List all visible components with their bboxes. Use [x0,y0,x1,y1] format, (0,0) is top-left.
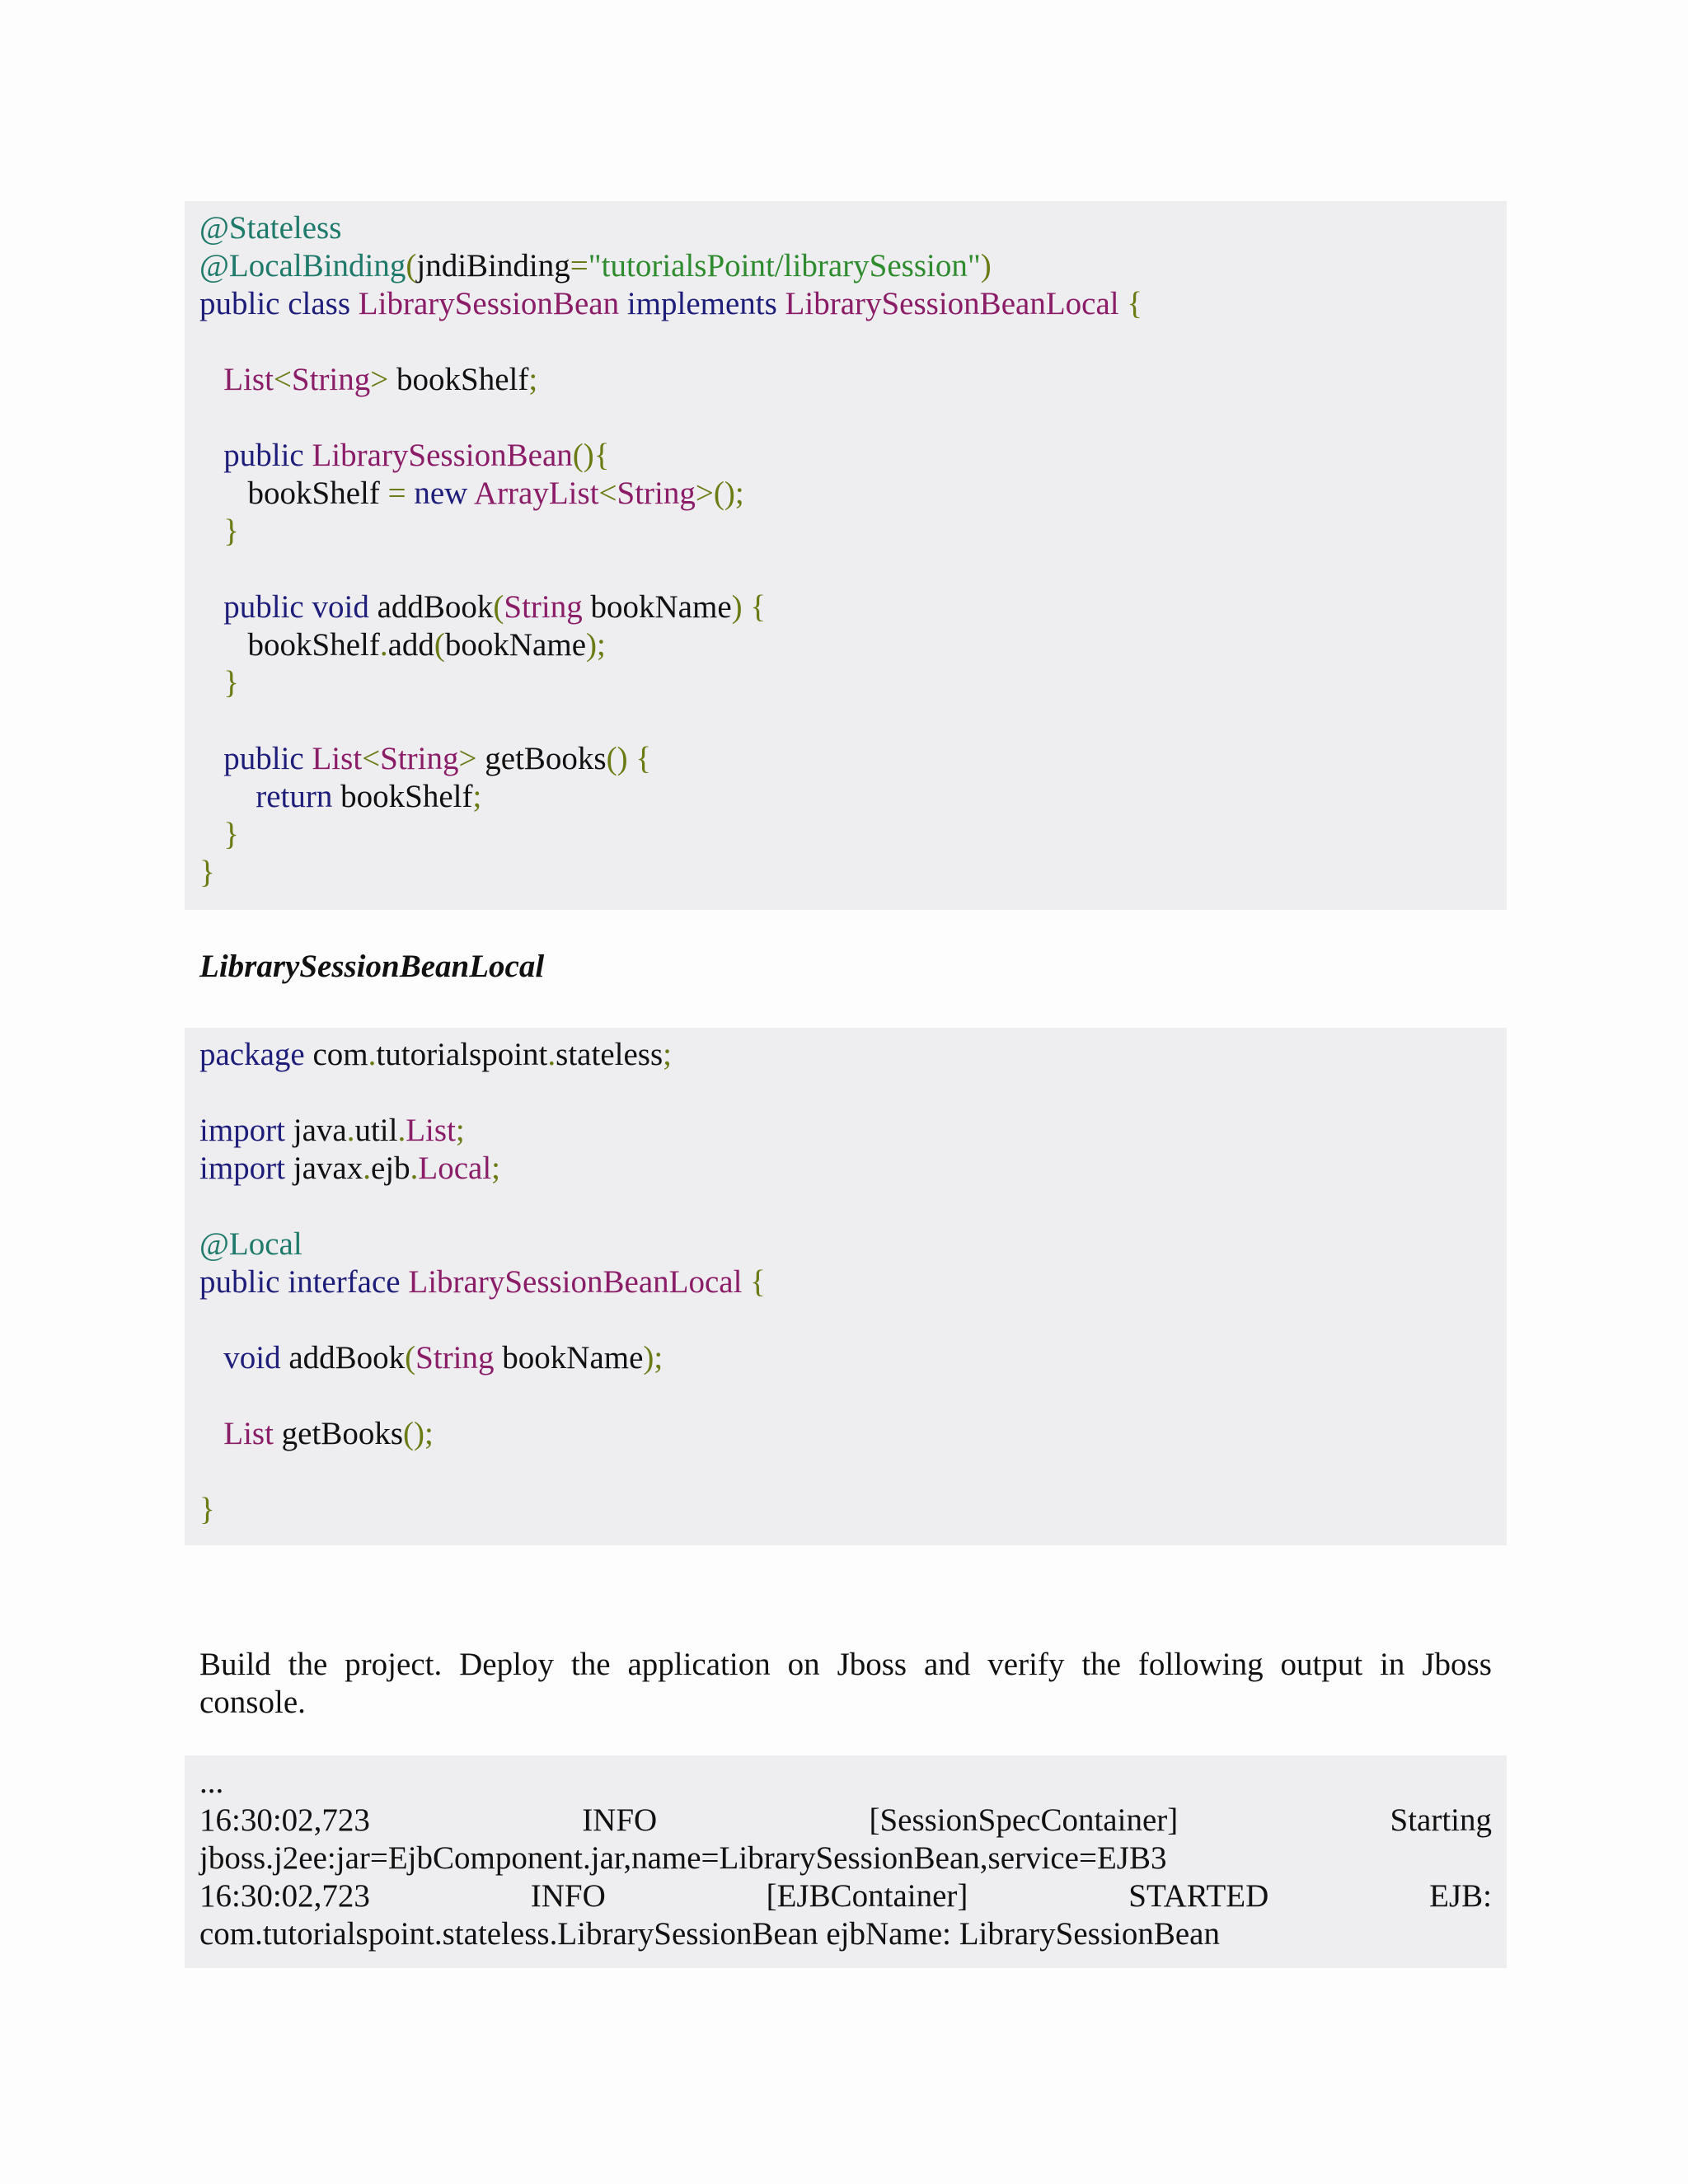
code-line [199,664,239,702]
code-token: } [223,665,239,701]
code-token: . [410,1151,419,1186]
code-token: List [223,362,274,397]
code-token: } [199,1492,215,1527]
code-token: . [368,1037,377,1072]
code-token: LibrarySessionBeanLocal [785,286,1128,321]
code-token: = [387,476,415,511]
paragraph-word: Deploy [459,1647,554,1682]
code-token: Local [418,1151,492,1186]
code-token: List [223,1416,282,1451]
code-token: bookName [444,627,587,663]
code-token: jndiBinding [416,248,570,284]
code-token: stateless [556,1037,663,1072]
paragraph-word: Build [199,1647,271,1682]
code-token: import [199,1151,293,1186]
paragraph-word: output [1280,1647,1363,1682]
code-token: . [363,1151,371,1186]
code-token [199,1340,223,1376]
code-token: return [256,779,341,814]
code-token: String [617,476,696,511]
code-token: . [547,1037,556,1072]
code-line [199,209,341,247]
console-token: Starting [1390,1802,1492,1838]
code-token: bookShelf [340,779,473,814]
code-token: public class [199,286,359,321]
code-line [199,437,609,475]
code-token: String [291,362,371,397]
code-token: } [199,855,215,890]
code-token [199,1416,223,1451]
code-line [199,1491,215,1529]
code-token: ( [405,1340,416,1376]
code-block-library-session-bean [185,201,1507,910]
code-token: bookName [590,589,732,625]
code-token: String [504,589,591,625]
console-token: 16:30:02,723 [199,1802,370,1838]
code-token [199,665,223,701]
console-token: com.tutorialspoint.stateless.LibrarySessionBean ejbName: LibrarySessionBean [199,1916,1220,1952]
code-token: tutorialspoint [376,1037,548,1072]
console-line [199,1840,1492,1877]
code-token [199,589,223,625]
code-token: LibrarySessionBeanLocal [408,1264,751,1300]
code-token: List [406,1113,456,1148]
code-token: ); [643,1340,663,1376]
code-token: < [362,741,381,776]
code-token: } [223,513,239,549]
paragraph-word: in [1380,1647,1405,1682]
code-token: LibrarySessionBean [312,438,573,473]
code-token: ) [980,248,992,284]
code-token: javax [293,1151,363,1186]
code-token: ( [493,589,504,625]
code-token: @Stateless [199,210,342,246]
paragraph-word: Jboss [1422,1647,1492,1682]
paragraph-word: and [924,1647,971,1682]
console-line [199,1764,1492,1802]
code-token: public [223,741,312,776]
paragraph-word: on [787,1647,820,1682]
code-token: void [223,1340,289,1376]
console-token: [EJBContainer] [766,1878,968,1914]
paragraph-word: the [288,1647,328,1682]
code-token: package [199,1037,313,1072]
code-line [199,1150,500,1188]
code-line [199,285,1142,323]
code-token: . [379,627,388,663]
code-line [199,361,537,399]
paragraph-word: the [1081,1647,1121,1682]
console-token: STARTED [1128,1878,1269,1914]
code-token: "tutorialsPoint/librarySession" [588,248,981,284]
paragraph-word: Jboss [837,1647,907,1682]
console-token: 16:30:02,723 [199,1878,370,1914]
code-token: com [312,1037,368,1072]
code-token: < [273,362,292,397]
code-token: ( [434,627,445,663]
code-line [199,1339,663,1377]
code-token: ; [528,362,538,397]
code-line [199,1415,434,1453]
code-token: List [312,741,363,776]
code-token [199,438,223,473]
console-token: [SessionSpecContainer] [869,1802,1179,1838]
code-token: ArrayList [473,476,599,511]
code-token: ; [455,1113,465,1148]
code-token: @LocalBinding [199,248,406,284]
code-line [199,854,215,892]
code-token: (); [403,1416,434,1451]
code-token: = [570,248,588,284]
code-token: String [380,741,459,776]
code-token: public interface [199,1264,409,1300]
paragraph-word: following [1137,1647,1264,1682]
code-token [199,362,223,397]
code-token: >(); [695,476,744,511]
code-token [199,741,223,776]
code-line [199,1263,766,1301]
code-token: ejb [370,1151,410,1186]
console-output-block [185,1755,1507,1968]
code-token: . [397,1113,406,1148]
code-token: @Local [199,1226,302,1262]
code-line [199,626,606,664]
console-line [199,1877,1492,1915]
code-line [199,778,481,816]
console-token: jboss.j2ee:jar=EjbComponent.jar,name=LibrarySessionBean,service=EJB3 [199,1840,1167,1876]
code-line [199,588,766,626]
code-token: util [354,1113,398,1148]
code-token: () { [606,741,652,776]
code-line [199,475,744,513]
console-token: EJB: [1429,1878,1492,1914]
code-line [199,513,239,551]
paragraph-word: project. [345,1647,443,1682]
code-token: ) { [731,589,767,625]
code-token: public [223,438,312,473]
code-token [199,779,256,814]
code-token: public void [223,589,377,625]
code-token: String [415,1340,503,1376]
code-token: java [293,1113,347,1148]
code-token: bookShelf [396,362,529,397]
code-token: > [458,741,485,776]
code-token: bookShelf [199,627,380,663]
code-token: addBook [288,1340,406,1376]
console-line [199,1802,1492,1840]
code-token: implements [626,286,785,321]
paragraph-word: the [570,1647,611,1682]
paragraph-line-2: console. [199,1685,306,1720]
code-token: > [370,362,397,397]
code-token [199,817,223,852]
console-token: INFO [530,1878,606,1914]
code-line [199,1226,302,1263]
code-token: ; [663,1037,672,1072]
instruction-paragraph [199,1646,1492,1722]
code-token: ); [586,627,606,663]
code-token: bookName [502,1340,644,1376]
code-block-library-session-bean-local [185,1028,1507,1545]
paragraph-word: application [627,1647,771,1682]
code-token: bookShelf [199,476,388,511]
code-token [199,513,223,549]
console-token: ... [199,1765,224,1800]
code-token: getBooks [281,1416,404,1451]
code-token: add [387,627,434,663]
code-token: getBooks [485,741,607,776]
code-line [199,1036,672,1074]
code-token: < [598,476,617,511]
code-token: new [414,476,474,511]
code-token: ; [491,1151,500,1186]
code-token: import [199,1113,293,1148]
code-token: { [750,1264,766,1300]
paragraph-word: verify [987,1647,1065,1682]
console-line [199,1915,1492,1953]
code-token: { [1127,286,1143,321]
code-token: ( [406,248,417,284]
code-token: . [346,1113,355,1148]
code-line [199,1112,465,1150]
code-line [199,247,992,285]
code-token: LibrarySessionBean [358,286,627,321]
paragraph-line-1 [199,1646,1492,1684]
console-token: INFO [582,1802,658,1838]
code-token: addBook [377,589,494,625]
section-heading: LibrarySessionBeanLocal [199,949,545,984]
code-token: } [223,817,239,852]
code-token: ; [472,779,482,814]
code-line [199,816,239,854]
code-line [199,740,651,778]
code-token: (){ [572,438,610,473]
